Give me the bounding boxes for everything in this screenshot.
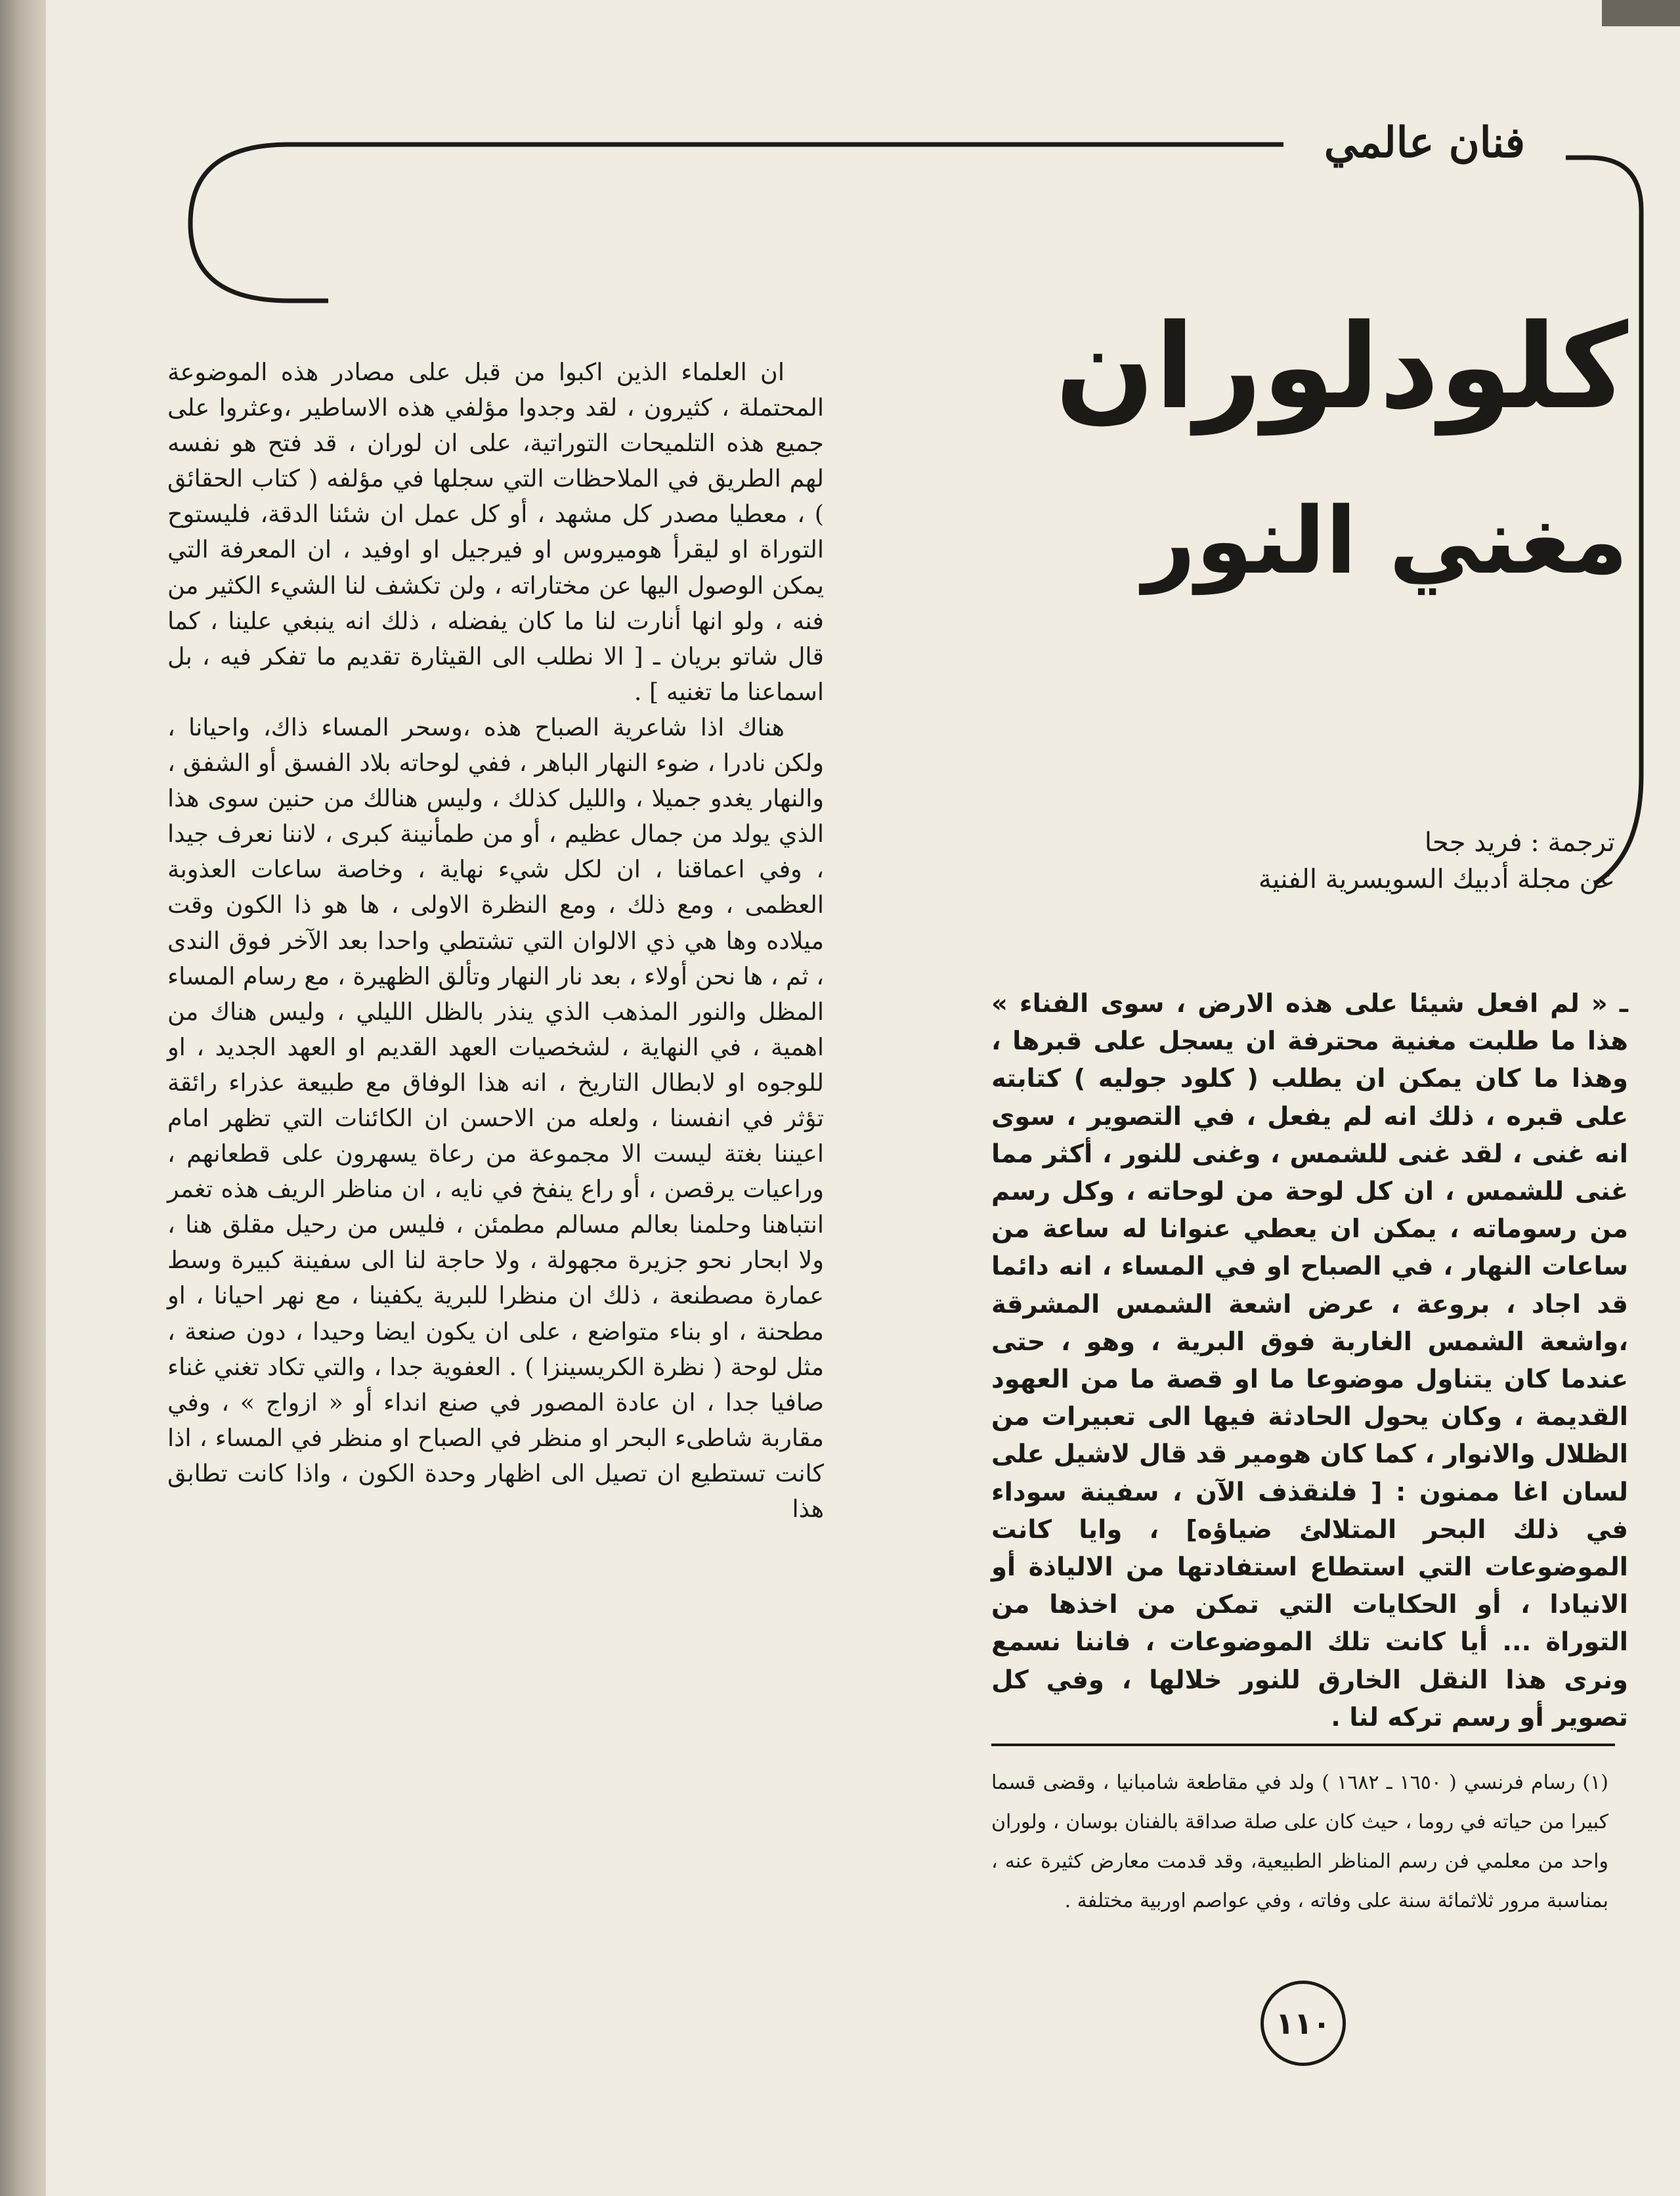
source-credit: عن مجلة أدبيك السويسرية الفنية bbox=[1258, 864, 1615, 894]
article-title: كلودلوران bbox=[1055, 299, 1628, 435]
section-label: فنان عالمي bbox=[1324, 118, 1526, 167]
page-number-text: ١١٠ bbox=[1275, 2006, 1331, 2041]
frame-curve-left bbox=[190, 144, 341, 301]
footnote bbox=[991, 1763, 1608, 1921]
intro-column-right bbox=[991, 985, 1628, 1736]
body-paragraph: هناك اذا شاعرية الصباح هذه ،وسحر المساء ذاك، واحيانا ، ولكن نادرا ، ضوء النهار الباهر ، ففي لوحاته بلاد الفسق أو الشفق ، والنهار يغدو جميلا ، والليل كذلك ، وليس هنالك من حنين سوى هذا الذي يولد من جمال عظيم ، أو من طمأنينة كبرى ، لاننا نعرف جيدا ، وفي اعماقنا ، ان لكل شيء نهاية ، وخاصة ساعات العذوبة العظمى ، ومع ذلك ، ومع النظرة الاولى ، ها هو ذا الكون وقت ميلاده وها هي ذي الالوان التي تشتطي واحدا بعد الآخر فوق الندى ، ثم ، ها نحن أولاء ، بعد نار النهار وتألق الظهيرة ، مع رسام المساء المظل والنور المذهب الذي ينذر بالظل الليلي ، وليس هناك من اهمية ، في النهاية ، لشخصيات العهد القديم او العهد الجديد ، او للوجوه او لابطال التاريخ ، انه هذا الوفاق مع طبيعة عذراء رائقة تؤثر في انفسنا ، ولعله من الاحسن ان الكائنات التي تظهر امام اعيننا بغتة ليست الا مجموعة من رعاة يسهرون على قطعانهم ، وراعيات يرقصن ، أو راع ينفخ في نايه ، ان مناظر الريف هذه تغمر انتباهنا وحلمنا بعالم مسالم مطمئن ، فليس من رحيل مقلق هنا ، ولا ابحار نحو جزيرة مجهولة ، ولا حاجة لنا الى سفينة كبيرة وسط عمارة مصطنعة ، ذلك ان منظرا للبرية يكفينا ، مع نهر احيانا ، او مطحنة ، او بناء متواضع ، على ان يكون ايضا وحيدا ، دون صنعة ، مثل لوحة ( نظرة الكريسينزا ) . العفوية جدا ، والتي تكاد تغني غناء صافيا جدا ، ان عادة المصور في صنع انداء أو « ازواج » ، وفي مقاربة شاطىء البحر او منظر في الصباح او منظر في المساء ، اذا كانت تستطيع ان تصيل الى اظهار وحدة الكون ، واذا كانت تطابق هذا bbox=[167, 713, 824, 1523]
footnote-text: (١) رسام فرنسي ( ١٦٥٠ ـ ١٦٨٢ ) ولد في مقاطعة شامبانيا ، وقضى قسما كبيرا من حياته في روما ، حيث كان على صلة صداقة بالفنان بوسان ، ولوران واحد من معلمي فن رسم المناظر الطبيعية، وقد قدمت معارض كثيرة عنه ، بمناسبة مرور ثلاثمائة سنة على وفاته ، وفي عواصم اوربية مختلفة . bbox=[991, 1771, 1608, 1912]
page-number bbox=[1260, 1981, 1346, 2066]
translator-credit: ترجمة : فريد جحا bbox=[1424, 827, 1615, 858]
footnote-divider bbox=[991, 1744, 1615, 1746]
article-subtitle: مغني النور bbox=[1142, 488, 1628, 595]
body-paragraph: ان العلماء الذين اكبوا من قبل على مصادر هذه الموضوعة المحتملة ، كثيرون ، لقد وجدوا مؤلفي هذه الاساطير ،وعثروا على جميع هذه التلميحات التوراتية، على ان لوران ، قد فتح هو نفسه لهم الطريق في الملاحظات التي سجلها في مؤلفه ( كتاب الحقائق ) ، معطيا مصدر كل مشهد ، أو كل عمل ان شئنا الدقة، فليستوح التوراة او ليقرأ هوميروس او فيرجيل او اوفيد ، ان المعرفة التي يمكن الوصول اليها عن مختاراته ، ولن تكشف لنا الشيء الكثير من فنه ، ولو انها أنارت لنا ما كان يفضله ، ذلك انه ينبغي علينا ، كما قال شاتو بريان ـ [ الا نطلب الى القيثارة تقديم ما تفكر فيه ، بل اسماعنا ما تغنيه ] . bbox=[167, 358, 825, 706]
intro-paragraph: ـ « لم افعل شيئا على هذه الارض ، سوى الفناء » هذا ما طلبت مغنية محترفة ان يسجل على قبرها ، وهذا ما كان يمكن ان يطلب ( كلود جوليه ) كتابته على قبره ، ذلك انه لم يفعل ، في التصوير ، سوى انه غنى ، لقد غنى للشمس ، وغنى للنور ، أكثر مما غنى للشمس ، ان كل لوحة من لوحاته ، وكل رسم من رسوماته ، يمكن ان يعطي عنوانا له ساعة من ساعات النهار ، في الصباح او في المساء ، انه دائما قد اجاد ، بروعة ، عرض اشعة الشمس المشرقة ،واشعة الشمس الغاربة فوق البرية ، وهو ، حتى عندما كان يتناول موضوعا ما او قصة ما من العهود القديمة ، وكان يحول الحادثة فيها الى تعبيرات من الظلال والانوار ، كما كان هومير قد قال لاشيل على لسان اغا ممنون : [ فلنقذف الآن ، سفينة سوداء في ذلك البحر المتلالئ ضياؤه] ، وايا كانت الموضوعات التي استطاع استفادتها من الالياذة أو الانيادا ، أو الحكايات التي تمكن من اخذها من التوراة ... أيا كانت تلك الموضوعات ، فاننا نسمع ونرى هذا النقل الخارق للنور خلالها ، وفي كل تصوير أو رسم تركه لنا . bbox=[991, 989, 1628, 1732]
credits bbox=[1129, 824, 1615, 898]
body-column-left bbox=[167, 355, 824, 1527]
